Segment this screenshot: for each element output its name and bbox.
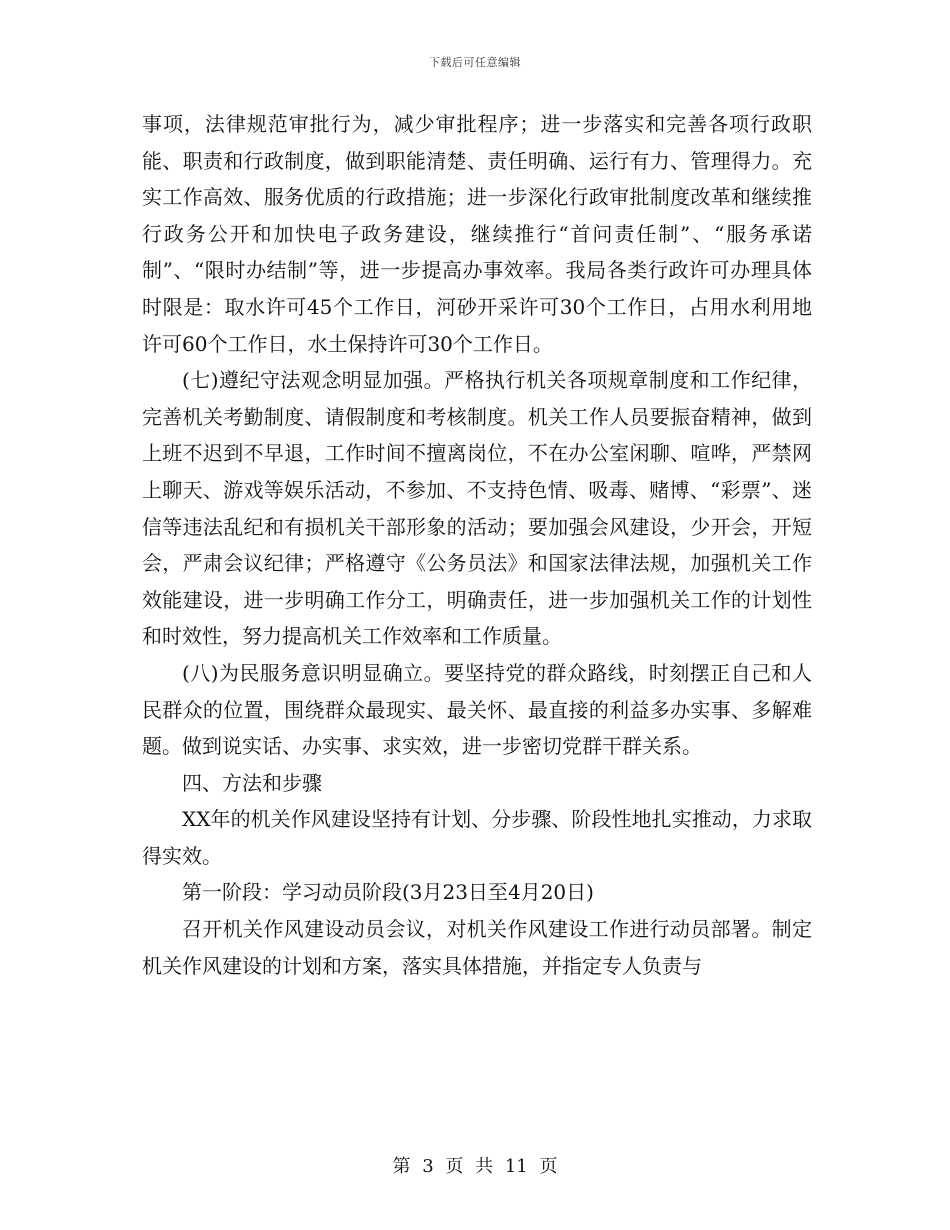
- paragraph-3: (八)为民服务意识明显确立。要坚持党的群众路线，时刻摆正自己和人民群众的位置，围绕群众最现实、最关怀、最直接的利益多办实事、多解难题。做到说实话、办实事、求实效，进一步密切党群干群关系。: [142, 660, 812, 759]
- paragraph-4: XX年的机关作风建设坚持有计划、分步骤、阶段性地扎实推动，力求取得实效。: [142, 807, 812, 868]
- paragraph-5: 召开机关作风建设动员会议，对机关作风建设工作进行动员部署。制定机关作风建设的计划和方案，落实具体措施，并指定专人负责与: [142, 917, 812, 978]
- document-body: [142, 106, 812, 984]
- page-header-note: 下载后可任意编辑: [429, 56, 521, 69]
- stage-heading: 第一阶段：学习动员阶段(3月23日至4月20日): [182, 880, 594, 905]
- section-heading: 四、方法和步骤: [182, 770, 322, 795]
- paragraph-2: (七)遵纪守法观念明显加强。严格执行机关各项规章制度和工作纪律，完善机关考勤制度、请假制度和考核制度。机关工作人员要振奋精神，做到上班不迟到不早退，工作时间不擅离岗位，不在办公室闲聊、喧哗，严禁网上聊天、游戏等娱乐活动，不参加、不支持色情、吸毒、赌博、“彩票”、迷信等违法乱纪和有损机关干部形象的活动；要加强会风建设，少开会，开短会，严肃会议纪律；严格遵守《公务员法》和国家法律法规，加强机关工作效能建设，进一步明确工作分工，明确责任，进一步加强机关工作的计划性和时效性，努力提高机关工作效率和工作质量。: [142, 368, 812, 649]
- paragraph-1: 事项，法律规范审批行为，减少审批程序；进一步落实和完善各项行政职能、职责和行政制度，做到职能清楚、责任明确、运行有力、管理得力。充实工作高效、服务优质的行政措施；进一步深化行政审批制度改革和继续推行政务公开和加快电子政务建设，继续推行“首问责任制”、“服务承诺制”、“限时办结制”等，进一步提高办事效率。我局各类行政许可办理具体时限是：取水许可45个工作日，河砂开采许可30个工作日，占用水利用地许可60个工作日，水土保持许可30个工作日。: [142, 112, 812, 356]
- page-number: 第 3 页 共 11 页: [392, 1156, 558, 1177]
